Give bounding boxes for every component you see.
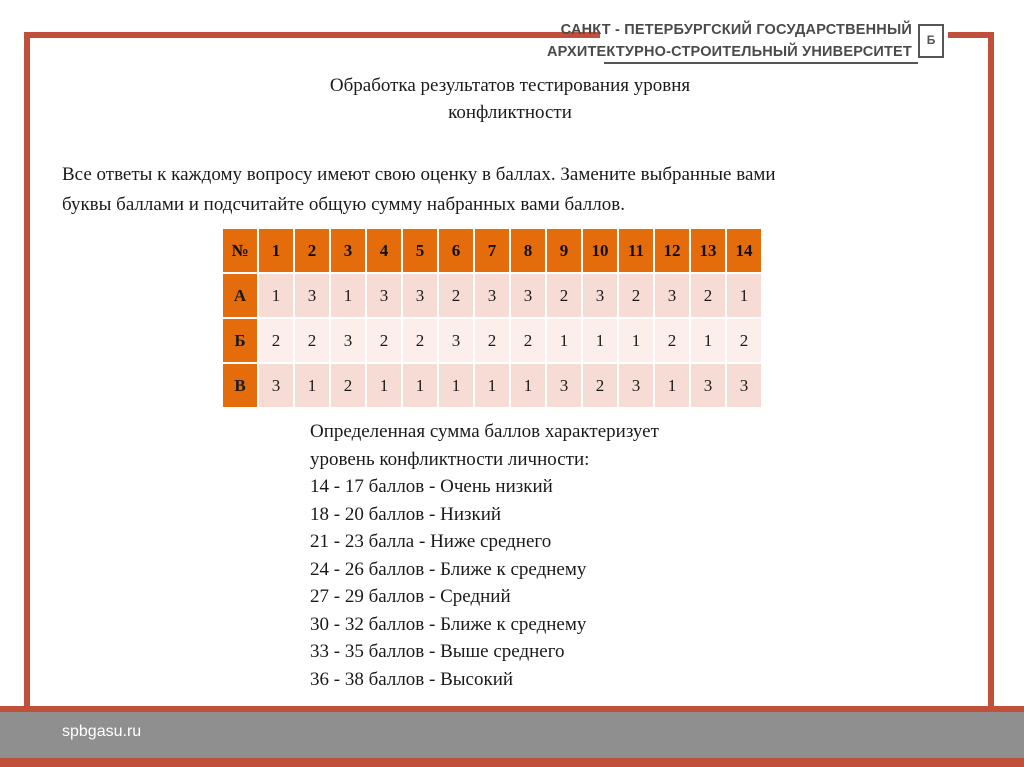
- footer-stripe-bottom: [0, 758, 1024, 767]
- question-header: 11: [618, 228, 654, 273]
- logo-line-2: АРХИТЕКТУРНО-СТРОИТЕЛЬНЫЙ УНИВЕРСИТЕТ: [547, 44, 912, 60]
- table-cell: 2: [546, 273, 582, 318]
- instructions-text: [62, 160, 942, 220]
- levels-heading-2: уровень конфликтности личности:: [310, 448, 590, 470]
- table-cell: 1: [546, 318, 582, 363]
- table-cell: 1: [618, 318, 654, 363]
- level-item: 36 - 38 баллов - Высокий: [310, 668, 514, 690]
- table-cell: 3: [474, 273, 510, 318]
- score-table: [221, 227, 763, 409]
- level-item: 24 - 26 баллов - Ближе к среднему: [310, 558, 587, 580]
- table-cell: 1: [510, 363, 546, 408]
- level-item: 30 - 32 баллов - Ближе к среднему: [310, 613, 587, 635]
- table-cell: 2: [438, 273, 474, 318]
- question-header: 14: [726, 228, 762, 273]
- table-cell: 1: [294, 363, 330, 408]
- table-row-a: [222, 273, 762, 318]
- table-cell: 1: [726, 273, 762, 318]
- table-row-v: [222, 363, 762, 408]
- table-cell: 2: [654, 318, 690, 363]
- table-cell: 2: [618, 273, 654, 318]
- logo-underline: [604, 62, 918, 64]
- table-cell: 3: [582, 273, 618, 318]
- table-cell: 2: [726, 318, 762, 363]
- table-cell: 1: [654, 363, 690, 408]
- question-header: 1: [258, 228, 294, 273]
- question-header: 8: [510, 228, 546, 273]
- table-cell: 1: [366, 363, 402, 408]
- title-line-1: Обработка результатов тестирования уровня: [329, 75, 691, 96]
- table-header-row: [222, 228, 762, 273]
- table-cell: 1: [438, 363, 474, 408]
- table-corner-header: №: [222, 228, 258, 273]
- table-cell: 1: [330, 273, 366, 318]
- intro-line-2: буквы баллами и подсчитайте общую сумму набранных вами баллов.: [62, 194, 625, 215]
- question-header: 10: [582, 228, 618, 273]
- table-cell: 1: [402, 363, 438, 408]
- page-title: [200, 72, 820, 126]
- table-cell: 3: [726, 363, 762, 408]
- table-cell: 3: [294, 273, 330, 318]
- table-cell: 3: [366, 273, 402, 318]
- row-label: Б: [222, 318, 258, 363]
- table-cell: 3: [510, 273, 546, 318]
- level-item: 27 - 29 баллов - Средний: [310, 586, 511, 607]
- question-header: 2: [294, 228, 330, 273]
- table-cell: 1: [582, 318, 618, 363]
- university-emblem-icon: Б: [918, 24, 944, 58]
- frame-left-border: [24, 32, 30, 732]
- table-cell: 2: [258, 318, 294, 363]
- table-cell: 3: [654, 273, 690, 318]
- table-cell: 1: [474, 363, 510, 408]
- row-label: А: [222, 273, 258, 318]
- footer-site-link[interactable]: spbgasu.ru: [62, 723, 142, 740]
- table-cell: 3: [330, 318, 366, 363]
- intro-line-1: Все ответы к каждому вопросу имеют свою оценку в баллах. Замените выбранные вами: [62, 164, 776, 185]
- title-line-2: конфликтности: [448, 102, 572, 123]
- logo-line-1: САНКТ - ПЕТЕРБУРГСКИЙ ГОСУДАРСТВЕННЫЙ: [560, 22, 912, 38]
- table-cell: 1: [258, 273, 294, 318]
- levels-heading-1: Определенная сумма баллов характеризует: [310, 421, 659, 442]
- table-cell: 2: [330, 363, 366, 408]
- question-header: 7: [474, 228, 510, 273]
- table-cell: 2: [474, 318, 510, 363]
- question-header: 6: [438, 228, 474, 273]
- question-header: 9: [546, 228, 582, 273]
- table-cell: 3: [618, 363, 654, 408]
- question-header: 12: [654, 228, 690, 273]
- table-cell: 3: [402, 273, 438, 318]
- question-header: 13: [690, 228, 726, 273]
- table-cell: 2: [510, 318, 546, 363]
- footer-stripe-top: [0, 706, 1024, 712]
- table-cell: 2: [582, 363, 618, 408]
- table-cell: 1: [690, 318, 726, 363]
- table-cell: 2: [294, 318, 330, 363]
- university-logo: [547, 20, 946, 64]
- table-cell: 2: [366, 318, 402, 363]
- level-item: 21 - 23 балла - Ниже среднего: [310, 531, 552, 552]
- row-label: В: [222, 363, 258, 408]
- conflict-levels: [310, 418, 770, 693]
- level-item: 14 - 17 баллов - Очень низкий: [310, 476, 553, 497]
- table-cell: 3: [438, 318, 474, 363]
- question-header: 5: [402, 228, 438, 273]
- table-cell: 2: [690, 273, 726, 318]
- question-header: 4: [366, 228, 402, 273]
- question-header: 3: [330, 228, 366, 273]
- table-cell: 3: [546, 363, 582, 408]
- frame-top-border: [24, 32, 600, 38]
- table-cell: 3: [690, 363, 726, 408]
- level-item: 18 - 20 баллов - Низкий: [310, 503, 502, 525]
- table-cell: 3: [258, 363, 294, 408]
- table-row-b: [222, 318, 762, 363]
- table-cell: 2: [402, 318, 438, 363]
- level-item: 33 - 35 баллов - Выше среднего: [310, 641, 565, 662]
- frame-right-border: [988, 32, 994, 732]
